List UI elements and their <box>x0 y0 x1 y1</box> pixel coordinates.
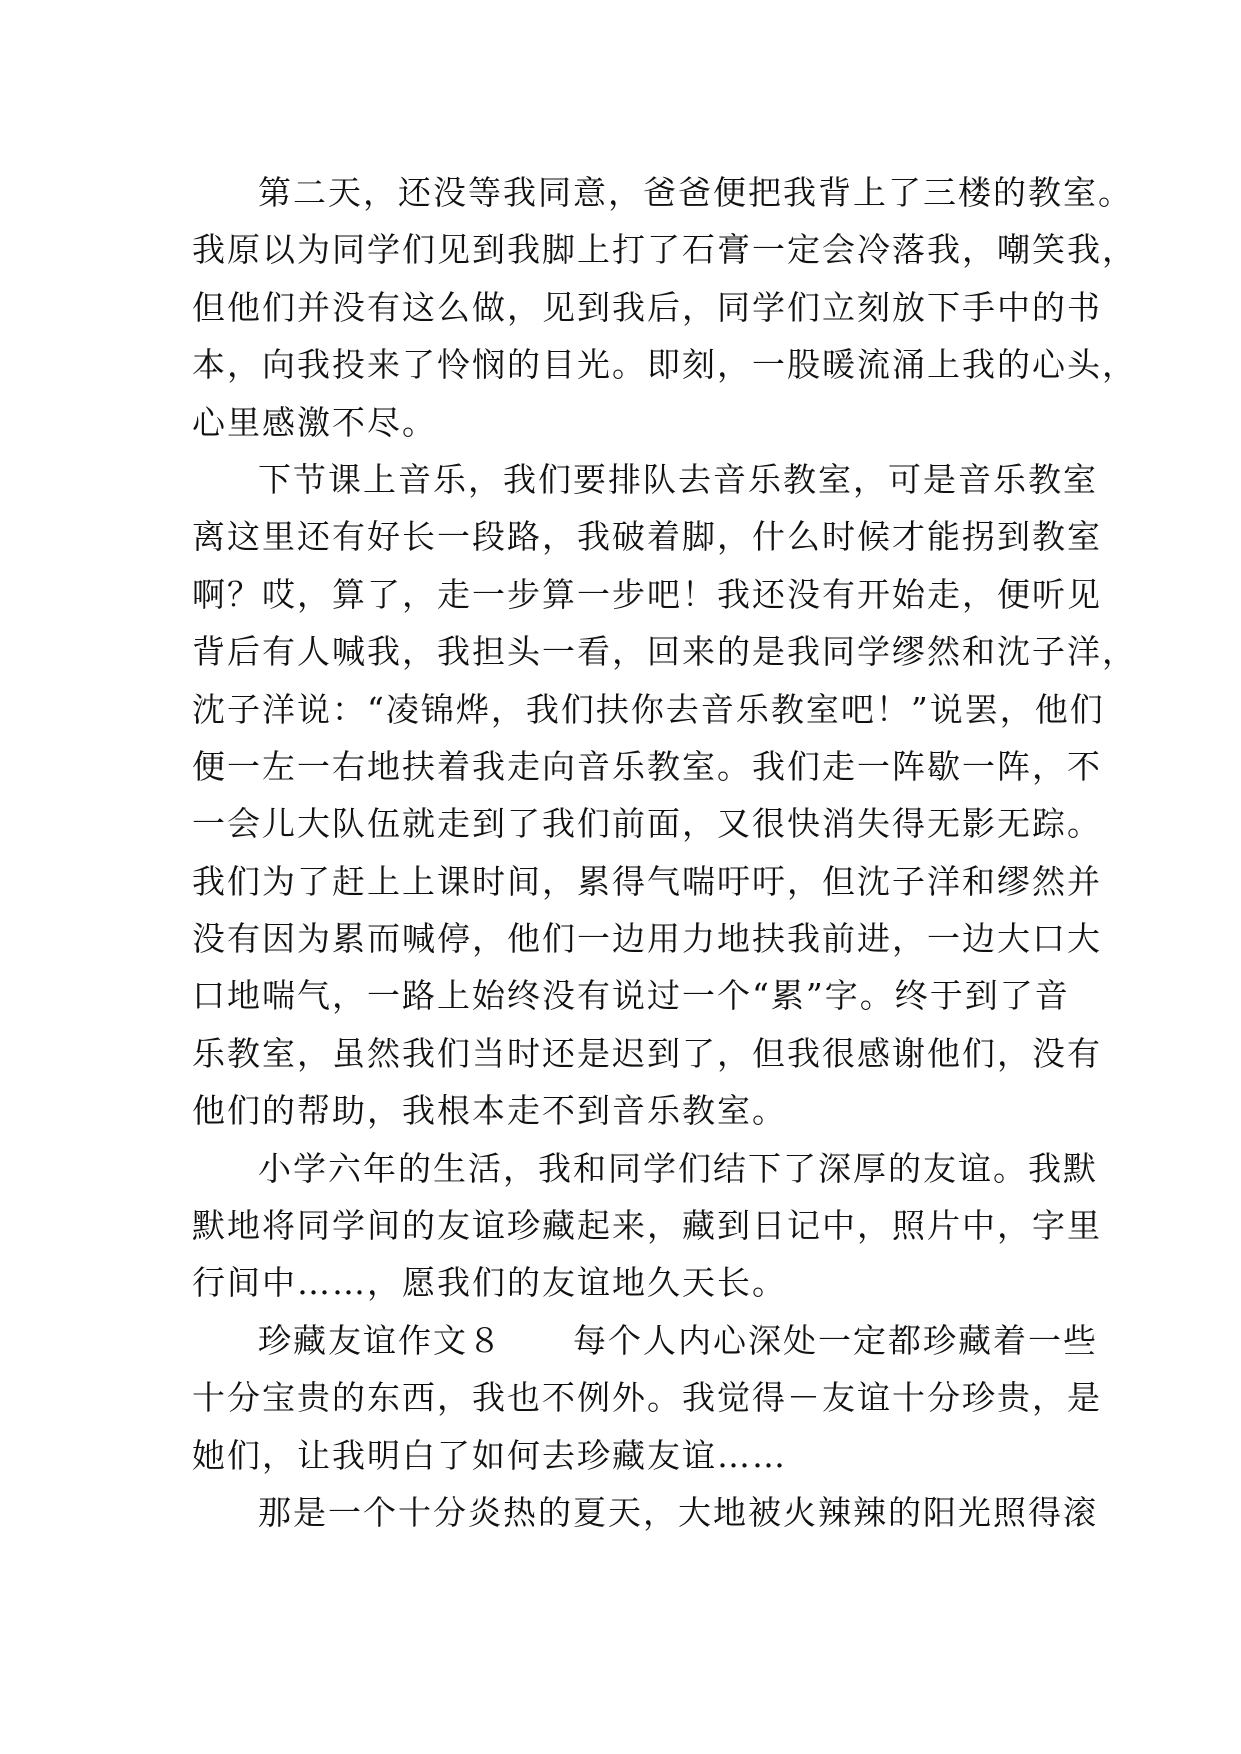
paragraph-line: 没有因为累而喊停，他们一边用力地扶我前进，一边大口大 <box>192 919 1102 959</box>
paragraph-line: 小学六年的生活，我和同学们结下了深厚的友谊。我默 <box>258 1148 1098 1188</box>
paragraph-line: 但他们并没有这么做，见到我后，同学们立刻放下手中的书 <box>192 287 1102 327</box>
paragraph-line: 本，向我投来了怜悯的目光。即刻，一股暖流涌上我的心头， <box>192 345 1137 385</box>
paragraph-line: 行间中……，愿我们的友谊地久天长。 <box>192 1263 787 1303</box>
paragraph-line: 离这里还有好长一段路，我破着脚，什么时候才能拐到教室 <box>192 517 1102 557</box>
paragraph-line: 背后有人喊我，我担头一看，回来的是我同学缪然和沈子洋， <box>192 632 1137 672</box>
paragraph-line: 第二天，还没等我同意，爸爸便把我背上了三楼的教室。 <box>258 173 1133 212</box>
paragraph-line: 十分宝贵的东西，我也不例外。我觉得－友谊十分珍贵，是 <box>192 1378 1102 1418</box>
paragraph-line: 珍藏友谊作文８ 每个人内心深处一定都珍藏着一些 <box>258 1320 1098 1360</box>
paragraph-line: 她们，让我明白了如何去珍藏友谊…… <box>192 1435 787 1475</box>
paragraph-line: 一会儿大队伍就走到了我们前面，又很快消失得无影无踪。 <box>192 804 1102 844</box>
paragraph-line: 沈子洋说：“凌锦烨，我们扶你去音乐教室吧！”说罢，他们 <box>192 689 1105 729</box>
paragraph-line: 乐教室，虽然我们当时还是迟到了，但我很感谢他们，没有 <box>192 1033 1102 1073</box>
paragraph-line: 我们为了赶上上课时间，累得气喘吁吁，但沈子洋和缪然并 <box>192 861 1102 901</box>
paragraph-line: 便一左一右地扶着我走向音乐教室。我们走一阵歇一阵，不 <box>192 746 1102 786</box>
paragraph-line: 口地喘气，一路上始终没有说过一个“累”字。终于到了音 <box>192 976 1070 1016</box>
paragraph-line: 那是一个十分炎热的夏天，大地被火辣辣的阳光照得滚 <box>258 1492 1098 1532</box>
document-body <box>192 164 1137 1541</box>
paragraph-line: 他们的帮助，我根本走不到音乐教室。 <box>192 1091 787 1131</box>
paragraph-line: 默地将同学间的友谊珍藏起来，藏到日记中，照片中，字里 <box>192 1206 1102 1246</box>
paragraph-line: 心里感激不尽。 <box>192 402 437 442</box>
paragraph-line: 下节课上音乐，我们要排队去音乐教室，可是音乐教室 <box>258 459 1098 499</box>
paragraph-line: 啊？哎，算了，走一步算一步吧！我还没有开始走，便听见 <box>192 574 1102 614</box>
paragraph-line: 我原以为同学们见到我脚上打了石膏一定会冷落我，嘲笑我， <box>192 230 1137 270</box>
